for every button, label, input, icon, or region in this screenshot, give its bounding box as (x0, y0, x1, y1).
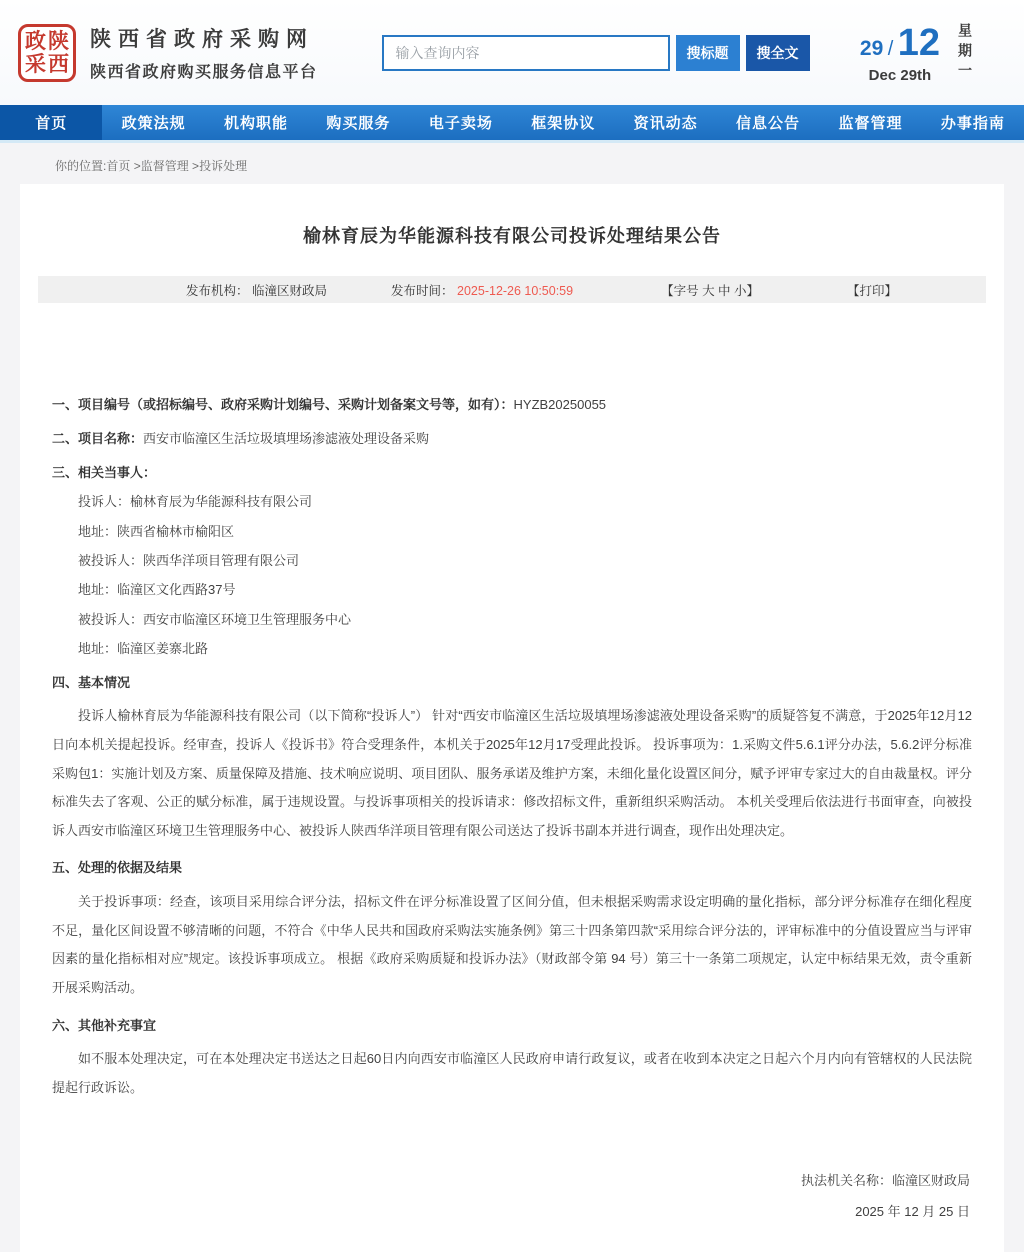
publish-time-label: 发布时间： (391, 283, 454, 298)
section-parties-heading: 三、相关当事人： (52, 464, 157, 480)
search-fulltext-button[interactable]: 搜全文 (746, 35, 810, 71)
seal-char: 西 (48, 52, 69, 76)
search-input[interactable] (382, 35, 670, 71)
publisher-value: 临潼区财政局 (252, 283, 328, 298)
project-name-value: 西安市临潼区生活垃圾填埋场渗滤液处理设备采购 (143, 430, 430, 446)
publisher-label: 发布机构： (186, 283, 249, 298)
supplementary-paragraph: 如不服本处理决定，可在本处理决定书送达之日起60日内向西安市临潼区人民政府申请行政复议，或者在收到本决定之日起六个月内向有管辖权的人民法院提起行政诉讼。 (52, 1051, 972, 1095)
date-english: Dec 29th (868, 66, 932, 84)
section-2-heading: 二、项目名称： (52, 430, 144, 446)
article-signature (38, 1103, 986, 1224)
enforcement-agency: 执法机关名称：临潼区财政局 (800, 1172, 970, 1188)
party-respondent-2: 被投诉人：西安市临潼区环境卫生管理服务中心 (78, 611, 352, 627)
project-number-value: HYZB20250055 (513, 397, 607, 412)
nav-item-framework-agreement[interactable]: 框架协议 (531, 115, 596, 132)
shaanxi-procurement-seal-icon (18, 24, 76, 82)
signature-date: 2025 年 12 月 25 日 (855, 1204, 970, 1220)
date-day: 29 (859, 36, 884, 60)
date-separator: / (887, 37, 894, 60)
search-area (382, 35, 810, 71)
breadcrumb-supervision[interactable]: 监督管理 (140, 159, 189, 173)
site-logo[interactable] (18, 23, 318, 82)
print-button[interactable]: 【打印】 (847, 283, 898, 298)
nav-item-supervision[interactable]: 监督管理 (838, 115, 903, 132)
party-respondent-2-address: 地址：临潼区姜寨北路 (78, 640, 209, 656)
main-nav (0, 105, 1024, 143)
article-title: 榆林育辰为华能源科技有限公司投诉处理结果公告 (303, 226, 721, 246)
breadcrumb-separator: > (188, 159, 200, 173)
nav-item-guide[interactable]: 办事指南 (940, 115, 1005, 132)
article-body (38, 395, 986, 1103)
publish-time-value: 2025-12-26 10:50:59 (457, 283, 574, 298)
section-project-name (52, 429, 972, 450)
site-title: 陕西省政府采购网 (90, 28, 314, 51)
weekday-label: 星期一 (957, 22, 973, 83)
nav-item-announcements[interactable]: 信息公告 (736, 115, 801, 132)
breadcrumb-separator: > (130, 159, 141, 173)
breadcrumb-home[interactable]: 首页 (106, 159, 131, 173)
seal-char: 陕 (48, 29, 69, 53)
article-meta-bar (38, 276, 986, 303)
nav-item-functions[interactable]: 机构职能 (224, 115, 289, 132)
basis-result-paragraph: 关于投诉事项：经查，该项目采用综合评分法，招标文件在评分标准设置了区间分值，但未根据采购需求设定明确的量化指标，部分评分标准存在细化程度不足，量化区间设置不够清晰的问题，不符合《中华人民共和国政府采购法实施条例》第三十四条第四款“采用综合评分法的，评审标准中的分值设置应当与评审因素的量化指标相对应”规定。该投诉事项成立。 根据《政府采购质疑和投诉办法》（财政部令第 94 号）第三十一条第二项规定，认定中标结果无效，责令重新开展采购活动。 (52, 894, 972, 996)
breadcrumb (0, 143, 1024, 184)
breadcrumb-prefix: 你的位置: (55, 159, 107, 173)
nav-item-emall[interactable]: 电子卖场 (428, 115, 493, 132)
search-title-button[interactable]: 搜标题 (676, 35, 740, 71)
date-widget (860, 22, 1006, 84)
font-size-controls[interactable]: 【字号 大 中 小】 (661, 283, 760, 298)
basic-info-paragraph: 投诉人榆林育辰为华能源科技有限公司（以下简称“投诉人”） 针对“西安市临潼区生活垃圾填埋场渗滤液处理设备采购”的质疑答复不满意，于2025年12月12日向本机关提起投诉。经审查，投诉人《投诉书》符合受理条件，本机关于2025年12月17受理此投诉。 投诉事项为：1.采购文件5.6.1评分办法，5.6.2评分标准采购包1：实施计划及方案、质量保障及措施、技术响应说明、项目团队、服务承诺及维护方案，未细化量化设置区间分，赋予评审专家过大的自由裁量权。评分标准失去了客观、公正的赋分标准，属于违规设置。与投诉事项相关的投诉请求：修改招标文件，重新组织采购活动。 本机关受理后依法进行书面审查，向被投诉人西安市临潼区环境卫生管理服务中心、被投诉人陕西华洋项目管理有限公司送达了投诉书副本并进行调查，现作出处理决定。 (52, 708, 972, 838)
section-project-number (52, 395, 972, 416)
section-basis-result-heading: 五、处理的依据及结果 (52, 860, 183, 876)
nav-item-home[interactable]: 首页 (0, 105, 102, 140)
seal-char: 采 (25, 52, 46, 76)
party-complainant-address: 地址：陕西省榆林市榆阳区 (78, 523, 235, 539)
section-supplementary-heading: 六、其他补充事宜 (52, 1017, 157, 1033)
site-subtitle: 陕西省政府购买服务信息平台 (90, 64, 318, 81)
article-card (20, 184, 1004, 1252)
date-month: 12 (897, 21, 940, 64)
section-basic-info-heading: 四、基本情况 (52, 674, 131, 690)
seal-char: 政 (25, 29, 46, 53)
site-header (0, 0, 1024, 105)
party-respondent-1-address: 地址：临潼区文化西路37号 (78, 582, 236, 598)
nav-item-news[interactable]: 资讯动态 (633, 115, 698, 132)
section-1-heading: 一、项目编号（或招标编号、政府采购计划编号、采购计划备案文号等，如有）： (52, 397, 514, 412)
nav-item-purchase-services[interactable]: 购买服务 (326, 115, 391, 132)
party-complainant: 投诉人：榆林育辰为华能源科技有限公司 (78, 494, 313, 510)
nav-item-policies[interactable]: 政策法规 (121, 115, 186, 132)
breadcrumb-complaint-handling[interactable]: 投诉处理 (199, 159, 248, 173)
party-respondent-1: 被投诉人：陕西华洋项目管理有限公司 (78, 552, 300, 568)
